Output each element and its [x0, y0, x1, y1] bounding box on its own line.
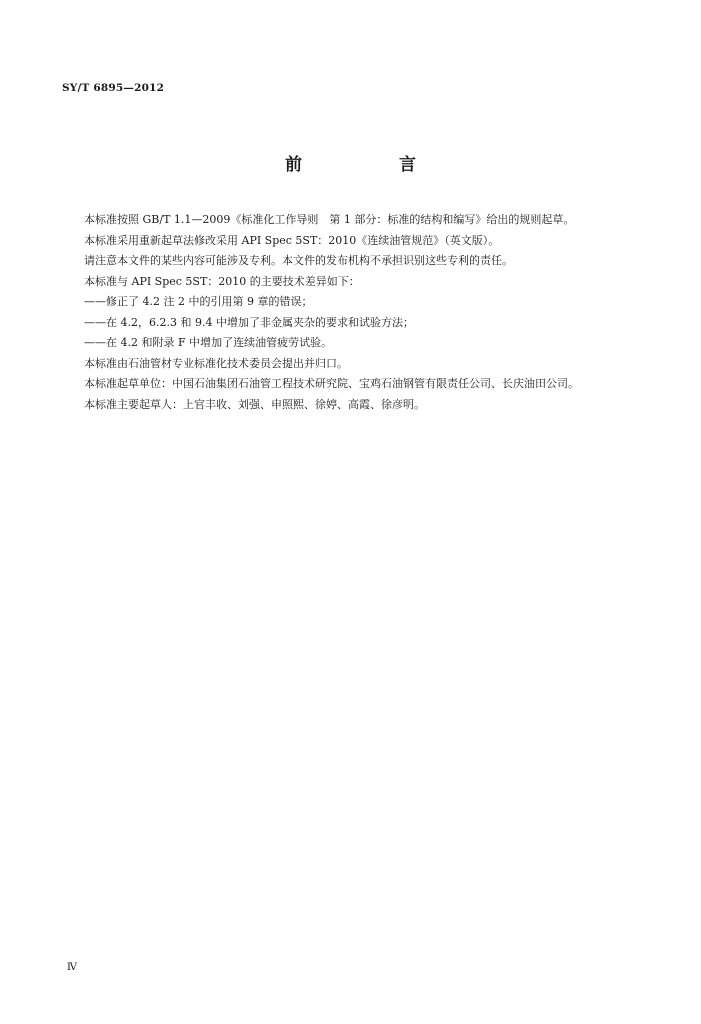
- list-item-difference-3: ——在 4.2 和附录 F 中增加了连续油管疲劳试验。: [84, 336, 333, 349]
- standard-code: SY/T 6895—2012: [62, 82, 165, 94]
- list-item-difference-1: ——修正了 4.2 注 2 中的引用第 9 章的错误；: [84, 295, 313, 308]
- paragraph-patent-notice: 请注意本文件的某些内容可能涉及专利。本文件的发布机构不承担识别这些专利的责任。: [84, 254, 513, 267]
- list-item-difference-2: ——在 4.2，6.2.3 和 9.4 中增加了非金属夹杂的要求和试验方法；: [84, 315, 414, 329]
- page-title: 前 言: [285, 155, 456, 175]
- paragraph-drafting-units: 本标准起草单位：中国石油集团石油管工程技术研究院、宝鸡石油钢管有限责任公司、长庆油田公司。: [84, 377, 579, 390]
- page-number: Ⅳ: [67, 962, 77, 973]
- paragraph-drafters: 本标准主要起草人：上官丰收、刘强、申照熙、徐婷、高霞、徐彦明。: [84, 397, 425, 411]
- paragraph-proposer: 本标准由石油管材专业标准化技术委员会提出并归口。: [84, 356, 348, 370]
- paragraph-drafting-rules: 本标准按照 GB/T 1.1—2009《标准化工作导则 第 1 部分：标准的结构和编写》给出的规则起草。: [84, 213, 575, 226]
- paragraph-adoption: 本标准采用重新起草法修改采用 API Spec 5ST：2010《连续油管规范》（英文版）。: [84, 233, 500, 247]
- paragraph-differences-intro: 本标准与 API Spec 5ST：2010 的主要技术差异如下：: [84, 274, 360, 288]
- foreword-body: [61, 210, 639, 415]
